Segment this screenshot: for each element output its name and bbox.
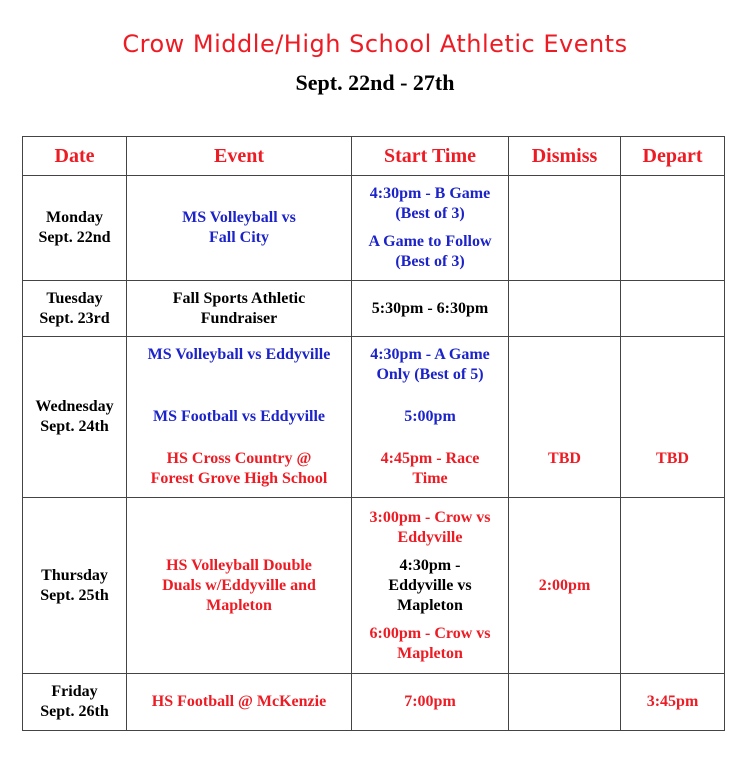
cell-dismiss <box>509 674 621 731</box>
date-value: Sept. 24th <box>40 418 109 435</box>
start-line: 4:30pm - B Game <box>369 185 491 202</box>
cell-date <box>23 498 127 674</box>
dismiss-value: TBD <box>548 450 581 467</box>
depart-value: TBD <box>656 450 689 467</box>
start-line: 6:00pm - Crow vs <box>369 624 491 642</box>
cell-dismiss: 2:00pm <box>509 498 621 674</box>
start-line: Mapleton <box>397 596 463 614</box>
table-row <box>23 176 725 281</box>
page-subtitle: Sept. 22nd - 27th <box>295 70 455 95</box>
start-line: 5:30pm - 6:30pm <box>371 299 489 317</box>
cell-event <box>127 498 352 674</box>
date-day: Tuesday <box>46 289 103 307</box>
header-event: Event <box>127 137 352 176</box>
date-value: Sept. 23rd <box>39 309 110 327</box>
event-line: HS Cross Country @ <box>166 450 312 467</box>
cell-date <box>23 337 127 498</box>
start-line: 4:45pm - Race <box>380 450 480 467</box>
events-table <box>22 136 725 731</box>
event-line: MS Volleyball vs Eddyville <box>147 346 331 363</box>
header-dismiss: Dismiss <box>509 137 621 176</box>
start-line: Time <box>412 470 448 487</box>
cell-event <box>127 281 352 337</box>
cell-event <box>127 337 352 498</box>
cell-start-time <box>352 674 509 731</box>
start-line: Only (Best of 5) <box>376 366 484 383</box>
start-line: 7:00pm <box>404 693 456 710</box>
cell-depart: 3:45pm <box>621 674 725 731</box>
page-title: Crow Middle/High School Athletic Events <box>122 30 628 58</box>
event-line: HS Volleyball Double <box>166 556 312 574</box>
date-day: Monday <box>46 209 103 226</box>
cell-start-time <box>352 176 509 281</box>
start-line: A Game to Follow <box>368 233 492 250</box>
start-line: 4:30pm - A Game <box>370 346 490 363</box>
date-day: Friday <box>51 683 98 700</box>
cell-date <box>23 176 127 281</box>
event-line: Fall City <box>209 229 269 246</box>
cell-event <box>127 176 352 281</box>
cell-date <box>23 281 127 337</box>
start-line: (Best of 3) <box>395 205 465 222</box>
header-start-time: Start Time <box>352 137 509 176</box>
cell-dismiss <box>509 337 621 498</box>
table-row <box>23 337 725 498</box>
table-row <box>23 674 725 731</box>
cell-depart <box>621 176 725 281</box>
event-line: MS Volleyball vs <box>182 209 296 226</box>
cell-dismiss <box>509 281 621 337</box>
start-line: (Best of 3) <box>395 253 465 270</box>
event-line: Mapleton <box>206 596 272 614</box>
cell-start-time <box>352 337 509 498</box>
table-row <box>23 281 725 337</box>
date-value: Sept. 26th <box>40 703 109 720</box>
date-value: Sept. 25th <box>40 586 109 604</box>
event-line: Fundraiser <box>200 309 278 327</box>
cell-dismiss <box>509 176 621 281</box>
event-line: Fall Sports Athletic <box>172 289 306 307</box>
date-day: Thursday <box>41 566 108 584</box>
date-value: Sept. 22nd <box>38 229 111 246</box>
event-line: HS Football @ McKenzie <box>151 693 327 710</box>
cell-event <box>127 674 352 731</box>
start-line: Eddyville vs <box>388 576 472 594</box>
start-line: 3:00pm - Crow vs <box>369 508 491 526</box>
header-row <box>23 137 725 176</box>
cell-depart <box>621 498 725 674</box>
start-line: 4:30pm - <box>399 556 461 574</box>
cell-depart <box>621 281 725 337</box>
cell-depart <box>621 337 725 498</box>
cell-start-time <box>352 281 509 337</box>
event-line: MS Football vs Eddyville <box>152 408 326 425</box>
date-day: Wednesday <box>35 398 114 415</box>
start-line: Mapleton <box>397 644 463 662</box>
header-depart: Depart <box>621 137 725 176</box>
start-line: 5:00pm <box>404 408 456 425</box>
event-line: Duals w/Eddyville and <box>162 576 316 594</box>
event-line: Forest Grove High School <box>150 470 328 487</box>
start-line: Eddyville <box>397 528 463 546</box>
header-date: Date <box>23 137 127 176</box>
table-row <box>23 498 725 674</box>
cell-start-time <box>352 498 509 674</box>
cell-date <box>23 674 127 731</box>
